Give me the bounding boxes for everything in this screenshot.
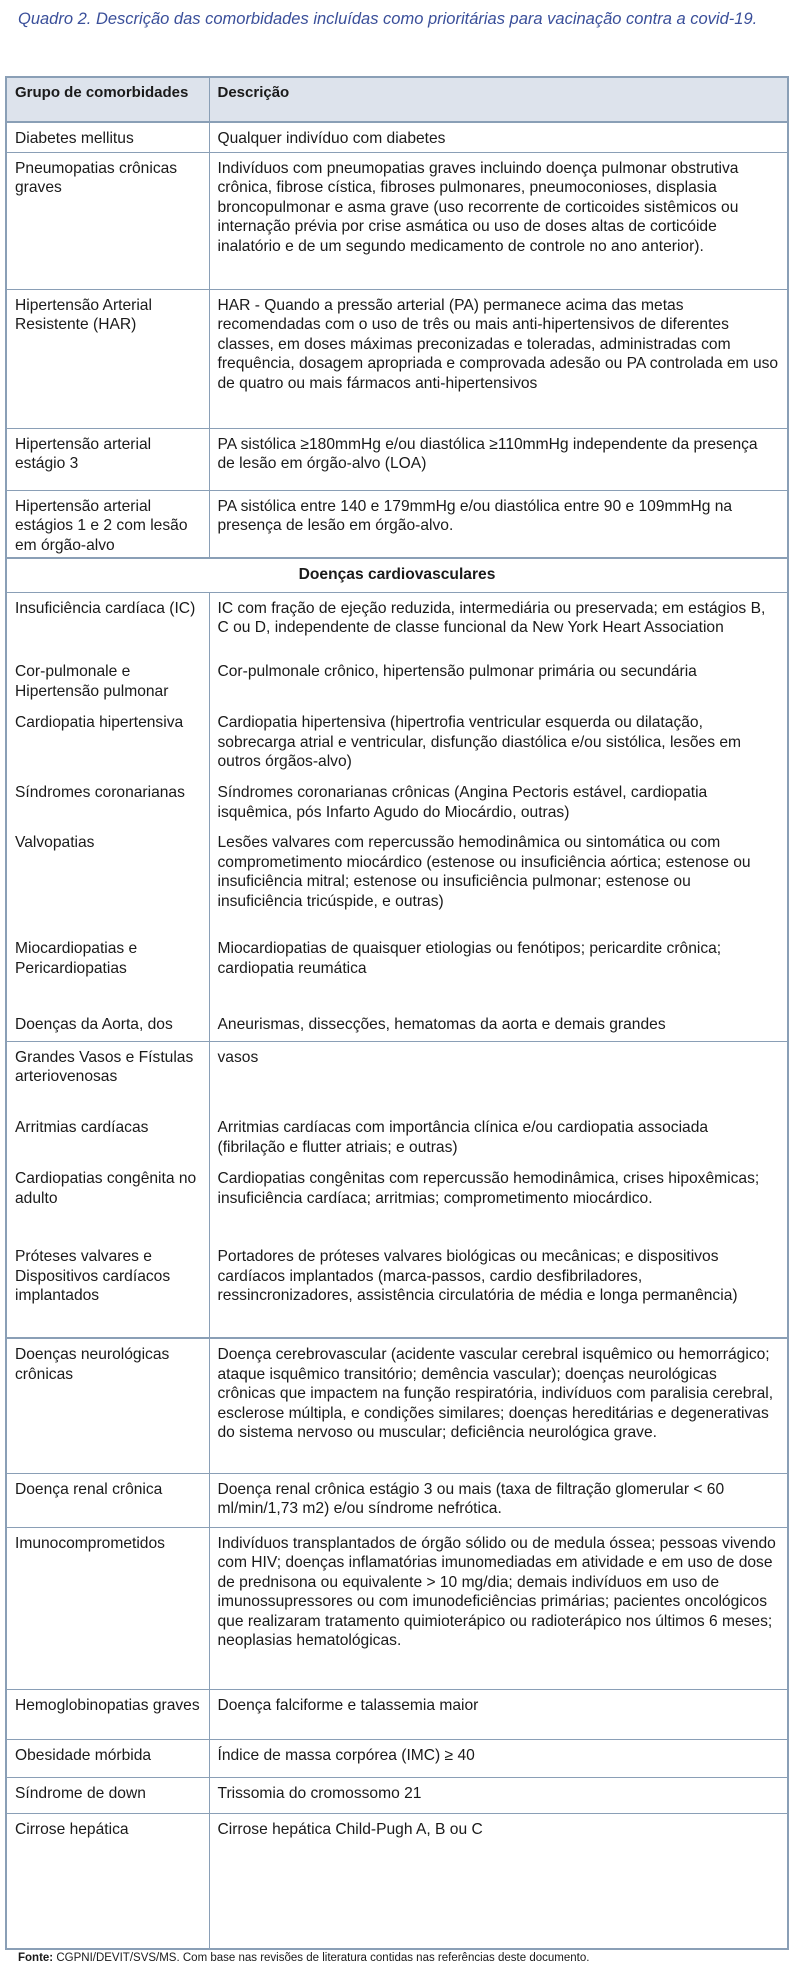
comorbidities-table-frame bbox=[5, 76, 789, 1950]
row-group: Arritmias cardíacas bbox=[7, 1112, 209, 1163]
row-group: Valvopatias bbox=[7, 827, 209, 933]
row-description: Trissomia do cromossomo 21 bbox=[209, 1777, 787, 1813]
table-row bbox=[7, 656, 787, 707]
row-group: Diabetes mellitus bbox=[7, 122, 209, 152]
row-description: Índice de massa corpórea (IMC) ≥ 40 bbox=[209, 1739, 787, 1777]
row-description: PA sistólica entre 140 e 179mmHg e/ou diastólica entre 90 e 109mmHg na presença de lesão em órgão-alvo. bbox=[209, 490, 787, 558]
row-group: Grandes Vasos e Fístulas arteriovenosas bbox=[7, 1041, 209, 1112]
row-group: Hemoglobinopatias graves bbox=[7, 1689, 209, 1739]
table-row bbox=[7, 1473, 787, 1527]
row-description: Cardiopatia hipertensiva (hipertrofia ventricular esquerda ou dilatação, sobrecarga atrial e ventricular, disfunção diastólica e/ou sistólica, lesões em outros órgãos-alvo) bbox=[217, 714, 742, 770]
row-group: Cardiopatias congênita no adulto bbox=[7, 1163, 209, 1241]
row-description: Síndromes coronarianas crônicas (Angina Pectoris estável, cardiopatia isquêmica, pós Infarto Agudo do Miocárdio, outras) bbox=[217, 784, 708, 821]
row-group: Hipertensão arterial estágios 1 e 2 com lesão em órgão-alvo bbox=[7, 490, 209, 558]
row-description: Doença renal crônica estágio 3 ou mais (taxa de filtração glomerular < 60 ml/min/1,73 m2) e/ou síndrome nefrótica. bbox=[209, 1473, 787, 1527]
table-caption: Quadro 2. Descrição das comorbidades incluídas como prioritárias para vacinação contra a covid-19. bbox=[18, 10, 758, 28]
source-text: CGPNI/DEVIT/SVS/MS. Com base nas revisões de literatura contidas nas referências deste documento. bbox=[56, 1952, 590, 1964]
table-row bbox=[7, 1338, 787, 1473]
row-group: Próteses valvares e Dispositivos cardíacos implantados bbox=[7, 1241, 209, 1338]
table-row bbox=[7, 1163, 787, 1241]
table-row bbox=[7, 592, 787, 656]
row-group: Cirrose hepática bbox=[7, 1813, 209, 1948]
row-group: Doença renal crônica bbox=[7, 1473, 209, 1527]
table-row bbox=[7, 1241, 787, 1338]
row-group: Imunocomprometidos bbox=[7, 1527, 209, 1689]
row-description: HAR - Quando a pressão arterial (PA) permanece acima das metas recomendadas com o uso de três ou mais anti-hipertensivos de diferentes classes, em doses máximas preconizadas e toleradas, administradas com frequência, dosagem apropriada e comprovada adesão ou PA controlada em uso de quatro ou mais fármacos anti-hipertensivos bbox=[209, 289, 787, 428]
row-group: Hipertensão Arterial Resistente (HAR) bbox=[7, 289, 209, 428]
table-row bbox=[7, 1813, 787, 1948]
row-group: Doenças da Aorta, dos bbox=[7, 1009, 209, 1041]
source-label: Fonte: bbox=[18, 1952, 54, 1964]
row-description: vasos bbox=[209, 1041, 787, 1112]
table-row bbox=[7, 707, 787, 777]
row-group: Cor-pulmonale e Hipertensão pulmonar bbox=[7, 656, 209, 707]
table-row bbox=[7, 777, 787, 827]
row-description: Cardiopatias congênitas com repercussão hemodinâmica, crises hipoxêmicas; insuficiência cardíaca; arritmias; comprometimento miocárdico. bbox=[217, 1170, 760, 1207]
table-row bbox=[7, 122, 787, 152]
table-row bbox=[7, 490, 787, 558]
row-description: IC com fração de ejeção reduzida, intermediária ou preservada; em estágios B, C ou D, independente de classe funcional da New York Heart Association bbox=[209, 592, 787, 656]
header-description: Descrição bbox=[209, 78, 787, 122]
row-group: Hipertensão arterial estágio 3 bbox=[7, 428, 209, 490]
table-row bbox=[7, 1739, 787, 1777]
row-description: Qualquer indivíduo com diabetes bbox=[217, 130, 446, 147]
row-description: Portadores de próteses valvares biológicas ou mecânicas; e dispositivos cardíacos implantados (marca-passos, cardio desfibriladores, ressincronizadores, assistência circulatória de média e longa permanência) bbox=[217, 1248, 738, 1304]
row-description: Doença cerebrovascular (acidente vascular cerebral isquêmico ou hemorrágico; ataque isquêmico transitório; demência vascular); doenças neurológicas crônicas que impactem na função respiratória, indivíduos com paralisia cerebral, esclerose múltipla, e condições similares; doenças hereditárias e degenerativas do sistema nervoso ou muscular; deficiência neurológica grave. bbox=[209, 1338, 787, 1473]
row-description: Miocardiopatias de quaisquer etiologias ou fenótipos; pericardite crônica; cardiopatia reumática bbox=[217, 940, 722, 977]
row-group: Miocardiopatias e Pericardiopatias bbox=[7, 933, 209, 1009]
header-group: Grupo de comorbidades bbox=[7, 78, 209, 122]
table-row bbox=[7, 933, 787, 1009]
row-group: Insuficiência cardíaca (IC) bbox=[7, 592, 209, 656]
row-group: Doenças neurológicas crônicas bbox=[7, 1338, 209, 1473]
table-row bbox=[7, 1112, 787, 1163]
row-description: Doença falciforme e talassemia maior bbox=[209, 1689, 787, 1739]
table-row bbox=[7, 1689, 787, 1739]
row-group: Cardiopatia hipertensiva bbox=[7, 707, 209, 777]
row-description: PA sistólica ≥180mmHg e/ou diastólica ≥110mmHg independente da presença de lesão em órgão-alvo (LOA) bbox=[209, 428, 787, 490]
table-row bbox=[7, 1777, 787, 1813]
table-row bbox=[7, 428, 787, 490]
table-row bbox=[7, 1009, 787, 1041]
section-title: Doenças cardiovasculares bbox=[7, 558, 787, 592]
row-description: Lesões valvares com repercussão hemodinâmica ou sintomática ou com comprometimento miocárdico (estenose ou insuficiência aórtica; estenose ou insuficiência mitral; estenose ou insuficiência pulmonar; estenose ou insuficiência tricúspide, e outras) bbox=[217, 834, 751, 910]
table-row bbox=[7, 289, 787, 428]
table-row bbox=[7, 1041, 787, 1112]
section-header-row bbox=[7, 558, 787, 592]
table-source bbox=[18, 1950, 788, 1966]
row-description: Indivíduos com pneumopatias graves incluindo doença pulmonar obstrutiva crônica, fibrose cística, fibroses pulmonares, pneumoconioses, displasia broncopulmonar e asma grave (uso recorrente de corticoides sistêmicos ou internação prévia por crise asmática ou uso de doses altas de corticóide inalatório e de um segundo medicamento de controle no ano anterior). bbox=[209, 152, 787, 289]
row-group: Pneumopatias crônicas graves bbox=[7, 152, 209, 289]
row-group: Síndromes coronarianas bbox=[7, 777, 209, 827]
table-row bbox=[7, 152, 787, 289]
row-description: Cirrose hepática Child-Pugh A, B ou C bbox=[209, 1813, 787, 1948]
row-description: Aneurismas, dissecções, hematomas da aorta e demais grandes bbox=[217, 1016, 666, 1033]
row-group: Síndrome de down bbox=[7, 1777, 209, 1813]
row-description: Indivíduos transplantados de órgão sólido ou de medula óssea; pessoas vivendo com HIV; doenças inflamatórias imunomediadas em atividade e em uso de dose de prednisona ou equivalente > 10 mg/dia; demais indivíduos em uso de imunossupressores ou com imunodeficiências primárias; pacientes oncológicos que realizaram tratamento quimioterápico ou radioterápico nos últimos 6 meses; neoplasias hematológicas. bbox=[209, 1527, 787, 1689]
table-row bbox=[7, 1527, 787, 1689]
row-group: Obesidade mórbida bbox=[7, 1739, 209, 1777]
table-row bbox=[7, 827, 787, 933]
row-description: Cor-pulmonale crônico, hipertensão pulmonar primária ou secundária bbox=[217, 663, 697, 680]
comorbidities-table bbox=[7, 78, 787, 1948]
table-header-row bbox=[7, 78, 787, 122]
row-description: Arritmias cardíacas com importância clínica e/ou cardiopatia associada (fibrilação e flutter atriais; e outras) bbox=[217, 1119, 709, 1156]
